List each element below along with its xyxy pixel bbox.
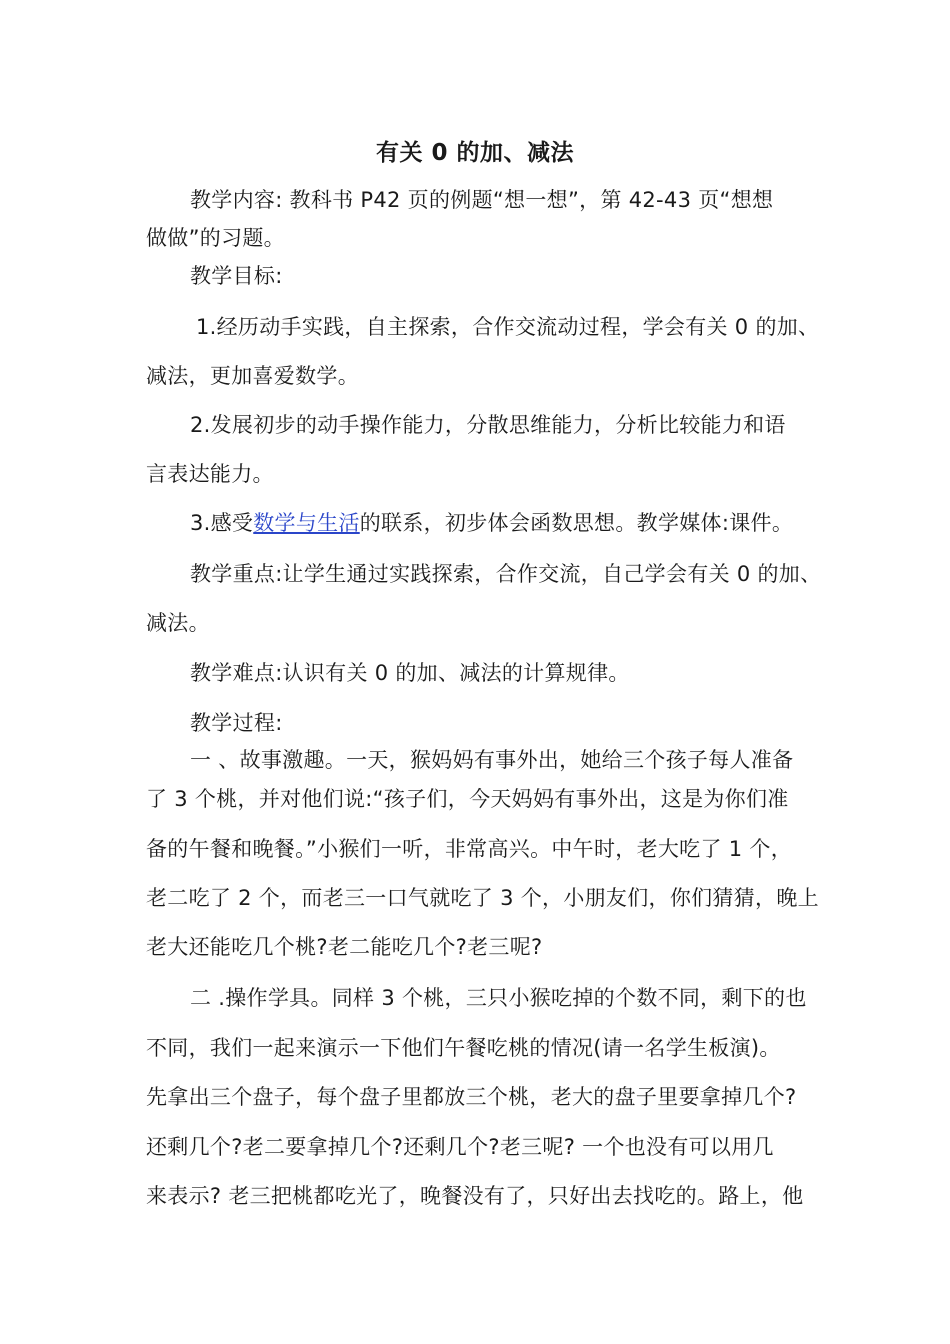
paragraph-line: 备的午餐和晚餐。”小猴们一听，非常高兴。中午时，老大吃了 1 个， xyxy=(146,837,792,861)
paragraph-line: 先拿出三个盘子，每个盘子里都放三个桃，老大的盘子里要拿掉几个? xyxy=(146,1085,797,1109)
math-and-life-link[interactable]: 数学与生活 xyxy=(253,511,360,535)
document-title: 有关 0 的加、减法 xyxy=(375,140,575,166)
paragraph-line: 教学重点:让学生通过实践探索，合作交流，自己学会有关 0 的加、 xyxy=(190,562,822,586)
paragraph-line: 言表达能力。 xyxy=(146,462,274,486)
section-heading: 教学目标: xyxy=(190,264,283,288)
paragraph-line: 1.经历动手实践，自主探索，合作交流动过程，学会有关 0 的加、 xyxy=(196,315,820,339)
paragraph-line: 教学难点:认识有关 0 的加、减法的计算规律。 xyxy=(190,661,630,685)
paragraph-line: 了 3 个桃，并对他们说:“孩子们，今天妈妈有事外出，这是为你们准 xyxy=(146,787,789,811)
section-heading: 教学过程: xyxy=(190,711,283,735)
text-segment: 3.感受 xyxy=(190,511,254,535)
paragraph-line xyxy=(190,509,793,537)
text-segment: 的联系，初步体会函数思想。教学媒体:课件。 xyxy=(359,511,794,535)
paragraph-line: 一 、故事激趣。一天，猴妈妈有事外出，她给三个孩子每人准备 xyxy=(190,748,794,772)
paragraph-line: 二 .操作学具。同样 3 个桃，三只小猴吃掉的个数不同，剩下的也 xyxy=(190,986,807,1010)
paragraph-line: 老二吃了 2 个，而老三一口气就吃了 3 个，小朋友们，你们猜猜，晚上 xyxy=(146,886,819,910)
paragraph-line: 减法，更加喜爱数学。 xyxy=(146,364,359,388)
paragraph-line: 减法。 xyxy=(146,611,210,635)
paragraph-line: 2.发展初步的动手操作能力，分散思维能力，分析比较能力和语 xyxy=(190,413,786,437)
paragraph-line: 教学内容: 教科书 P42 页的例题“想一想”，第 42-43 页“想想 xyxy=(190,188,774,212)
paragraph-line: 不同，我们一起来演示一下他们午餐吃桃的情况(请一名学生板演)。 xyxy=(146,1036,781,1060)
paragraph-line: 还剩几个?老二要拿掉几个?还剩几个?老三呢? 一个也没有可以用几 xyxy=(146,1135,774,1159)
paragraph-line: 做做”的习题。 xyxy=(146,226,285,250)
paragraph-line: 来表示? 老三把桃都吃光了，晚餐没有了，只好出去找吃的。路上，他 xyxy=(146,1184,804,1208)
paragraph-line: 老大还能吃几个桃?老二能吃几个?老三呢? xyxy=(146,935,543,959)
